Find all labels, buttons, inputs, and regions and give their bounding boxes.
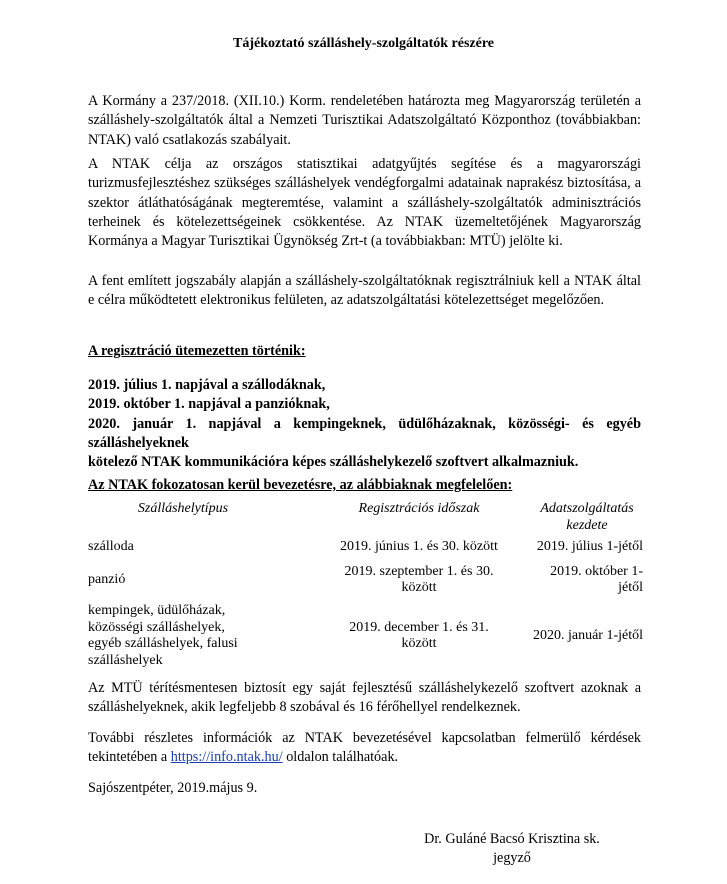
table-row	[88, 560, 643, 600]
page-title: Tájékoztató szálláshely-szolgáltatók részére	[232, 36, 494, 51]
schedule-heading: A regisztráció ütemezetten történik:	[88, 343, 306, 359]
mtu-software-paragraph: Az MTÜ térítésmentesen biztosít egy saját fejlesztésű szálláshelykezelő szoftvert azoknak a szálláshelyeknek, akik legfeljebb 8 szobával és 16 férőhellyel rendelkeznek.	[88, 680, 641, 716]
cell-period: 2019. június 1. és 30. között	[340, 538, 498, 554]
registration-obligation-paragraph: A fent említett jogszabály alapján a szálláshely-szolgáltatóknak regisztrálniuk kell a NTAK által e célra működtetett elektronikus felületen, az adatszolgáltatási kötelezettséget megelőzően.	[88, 273, 641, 309]
cell-type: panzió	[88, 571, 126, 587]
rollout-table	[88, 500, 643, 672]
signatory-name: Dr. Guláné Bacsó Krisztina sk.	[424, 831, 600, 847]
cell-start: 2020. január 1-jétől	[532, 627, 643, 643]
intro-paragraph: A Kormány a 237/2018. (XII.10.) Korm. rendeletében határozta meg Magyarország területén a szálláshely-szolgáltatók által a Nemzeti Turisztikai Adatszolgáltató Központhoz (továbbiakban: NTAK) való csatlakozás szabályait.	[88, 93, 641, 148]
header-data-start: Adatszolgáltatás kezdete	[540, 501, 634, 533]
cell-start: 2019. október 1-jétől	[550, 563, 643, 595]
cell-type: szálloda	[88, 538, 134, 554]
cell-start: 2019. július 1-jétől	[536, 538, 643, 554]
table-heading: Az NTAK fokozatosan kerül bevezetésre, az alábbiaknak megfelelően:	[88, 477, 513, 493]
signatory-role: jegyző	[493, 850, 531, 866]
table-row	[88, 534, 643, 560]
schedule-line-software: kötelező NTAK kommunikációra képes szálláshelykezelő szoftvert alkalmazniuk.	[88, 454, 579, 471]
table-header-row	[88, 500, 643, 534]
info-paragraph	[88, 729, 641, 768]
table-row	[88, 600, 643, 672]
ntak-purpose-paragraph: A NTAK célja az országos statisztikai adatgyűjtés segítése és a magyarországi turizmusfejlesztéshez szükséges szálláshelyek vendégforgalmi adatainak naprakész biztosítása, a szektor átláthatóságának megteremtése, valamint a szálláshely-szolgáltatók adminisztrációs terheinek és kötelezettségeinek csökkentése. Az NTAK üzemeltetőjének Magyarország Kormánya a Magyar Turisztikai Ügynökség Zrt-t (a továbbiakban: MTÜ) jelölte ki.	[88, 156, 641, 250]
signature-block	[412, 830, 612, 868]
cell-type: kempingek, üdülőházak, közösségi szálláshelyek, egyéb szálláshelyek, falusi szálláshelyek	[88, 603, 238, 668]
header-registration-period: Regisztrációs időszak	[358, 501, 480, 516]
header-accommodation-type: Szálláshelytípus	[137, 501, 229, 516]
info-text-after: oldalon találhatóak.	[282, 749, 399, 766]
schedule-list	[88, 376, 641, 472]
cell-period: 2019. szeptember 1. és 30. között	[344, 563, 494, 595]
cell-period: 2019. december 1. és 31. között	[349, 619, 489, 651]
place-date: Sajószentpéter, 2019.május 9.	[88, 780, 258, 796]
ntak-info-link[interactable]: https://info.ntak.hu/	[170, 749, 283, 766]
schedule-line-pensions: 2019. október 1. napjával a panzióknak,	[88, 396, 330, 413]
schedule-line-hotels: 2019. július 1. napjával a szállodáknak,	[88, 377, 326, 393]
info-text-before: További részletes információk az NTAK bevezetésével kapcsolatban felmerülő kérdések tekintetében a	[88, 730, 641, 766]
schedule-line-campsites: 2020. január 1. napjával a kempingeknek, üdülőházaknak, közösségi- és egyéb szálláshelyeknek	[88, 415, 641, 451]
